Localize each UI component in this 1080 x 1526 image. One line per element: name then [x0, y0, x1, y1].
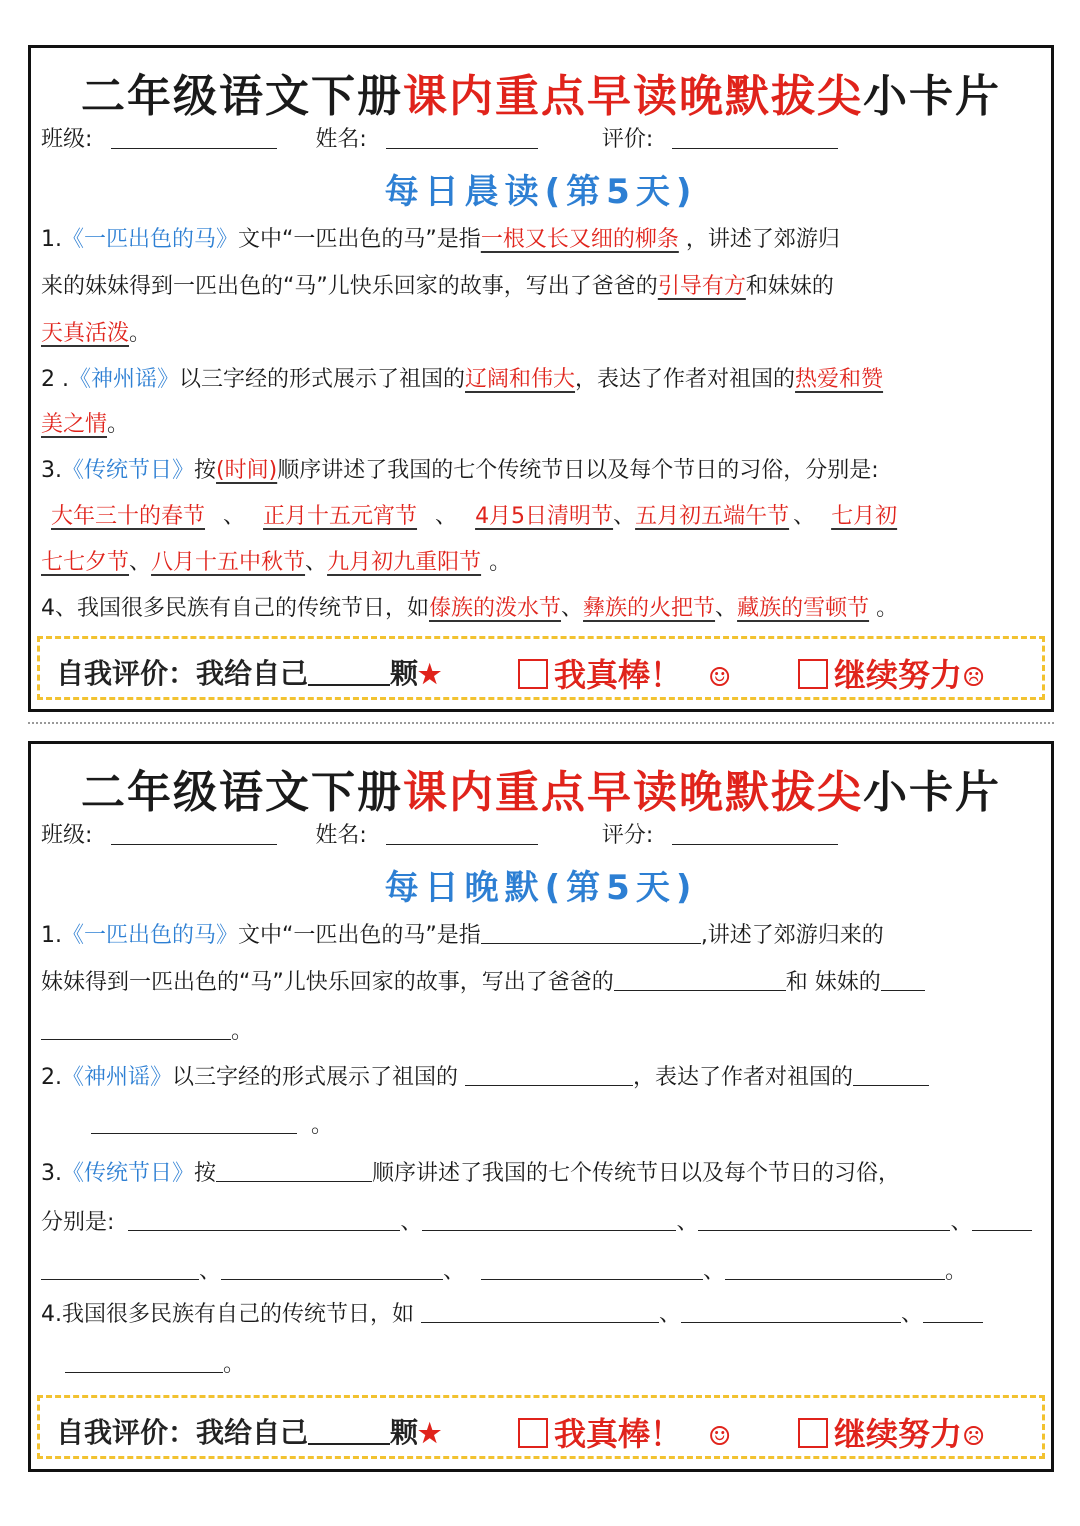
self-eval-text [56, 1411, 441, 1451]
keep-label: 继续努力 [834, 656, 963, 694]
great-label: 我真棒！ [554, 656, 683, 694]
checkbox[interactable] [518, 659, 548, 689]
name-label: 姓名: [315, 127, 367, 152]
q-text: 妹妹得到一匹出色的“马”儿快乐回家的故事，写出了爸爸的 [41, 970, 614, 995]
class-field[interactable] [111, 128, 277, 149]
self-evaluation-box [37, 636, 1045, 700]
q1-line3 [41, 1014, 253, 1045]
answer-blank[interactable] [698, 1212, 950, 1231]
q-num: 1. [41, 227, 62, 252]
answer-blank[interactable] [216, 1163, 372, 1182]
answer: 辽阔和伟大 [465, 367, 576, 392]
punct: 、 [715, 596, 738, 621]
star-icon: ★ [418, 1419, 442, 1449]
q3-line3 [41, 1254, 967, 1285]
q3-line3 [41, 545, 511, 576]
answer: 正月十五元宵节 [263, 504, 418, 529]
q-text: ，讲述了郊游归 [678, 227, 840, 252]
q-text: 分别是: [41, 1210, 115, 1235]
punct: 、 [613, 504, 636, 529]
punct: 、 [659, 1302, 682, 1327]
checkbox[interactable] [798, 1418, 828, 1448]
answer-blank[interactable] [128, 1212, 400, 1231]
q2-line2 [41, 407, 129, 438]
q-num: 1. [41, 923, 62, 948]
answer: 七月初 [831, 504, 898, 529]
answer-blank[interactable] [65, 1354, 223, 1373]
punct: 、 [443, 1259, 466, 1284]
answer-blank[interactable] [422, 1212, 676, 1231]
answer: 傣族的泼水节 [429, 596, 562, 621]
punct: 。 [489, 550, 512, 575]
great-label: 我真棒！ [554, 1415, 683, 1453]
score-label: 评分: [601, 823, 654, 848]
unit-label: 颗 [390, 657, 419, 690]
punct: 、 [199, 1259, 222, 1284]
keep-trying-option[interactable] [798, 650, 985, 696]
answer-blank[interactable] [614, 972, 786, 991]
answer-blank[interactable] [41, 1021, 231, 1040]
punct: 、 [676, 1210, 699, 1235]
q3-line2 [51, 499, 897, 530]
star-count-field[interactable] [308, 658, 390, 686]
answer-blank[interactable] [881, 972, 925, 991]
q1-line2 [41, 965, 925, 996]
eval-label: 评价: [601, 127, 654, 152]
answer: 八月十五中秋节 [151, 550, 306, 575]
answer: 引导有方 [657, 274, 746, 299]
q3-line2 [41, 1205, 1032, 1236]
answer-blank[interactable] [481, 925, 701, 944]
q3-line1 [41, 453, 879, 484]
q-num: 2. [41, 1065, 62, 1090]
answer: 大年三十的春节 [51, 504, 206, 529]
punct: 。 [231, 1019, 254, 1044]
great-option[interactable] [518, 650, 731, 696]
frown-icon: ☹ [962, 1422, 986, 1452]
q-text: 以三字经的形式展示了祖国的 [179, 367, 466, 392]
q-text: 顺序讲述了我国的七个传统节日以及每个节日的习俗， [372, 1161, 901, 1186]
book-title: 《神州谣》 [68, 367, 179, 392]
book-title: 《神州谣》 [62, 1065, 173, 1090]
punct: 。 [311, 1113, 334, 1138]
punct: 、 [400, 1210, 423, 1235]
star-icon: ★ [418, 660, 442, 690]
punct: 、 [561, 596, 584, 621]
answer: 九月初九重阳节 [327, 550, 482, 575]
answer: 4月5日清明节 [475, 504, 614, 529]
q-text: 文中“一匹出色的马”是指 [238, 227, 481, 252]
q1-line3 [41, 316, 151, 347]
punct: 、 [129, 550, 152, 575]
q2-line1 [41, 362, 883, 393]
answer-blank[interactable] [481, 1261, 703, 1280]
q-text: 顺序讲述了我国的七个传统节日以及每个节日的习俗，分别是: [277, 458, 879, 483]
punct: 。 [129, 321, 152, 346]
smile-icon: ☺ [708, 663, 732, 693]
punct: 、 [793, 504, 816, 529]
answer-blank[interactable] [421, 1304, 659, 1323]
q2-line1 [41, 1060, 929, 1091]
q-num: 2 . [41, 367, 69, 392]
q4-line2 [65, 1347, 245, 1378]
answer-blank[interactable] [972, 1212, 1032, 1231]
title-part: 二年级语文下册 [81, 71, 403, 122]
student-info-row [41, 122, 838, 153]
title-part: 小卡片 [863, 71, 1001, 122]
q-text: 按 [194, 458, 217, 483]
checkbox[interactable] [518, 1418, 548, 1448]
card-title [31, 756, 1051, 820]
q-text: 和 妹妹的 [785, 970, 881, 995]
q-text: 4、我国很多民族有自己的传统节日，如 [41, 596, 429, 621]
smile-icon: ☺ [708, 1422, 732, 1452]
checkbox[interactable] [798, 659, 828, 689]
answer-blank[interactable] [853, 1067, 929, 1086]
q-text: ,讲述了郊游归来的 [700, 923, 884, 948]
answer-blank[interactable] [681, 1304, 901, 1323]
section-subtitle: 每日晚默(第5天) [384, 868, 698, 908]
answer-blank[interactable] [41, 1261, 199, 1280]
q-text: 按 [194, 1161, 217, 1186]
q2-line2 [91, 1108, 333, 1139]
card-title [31, 60, 1051, 124]
frown-icon: ☹ [962, 663, 986, 693]
q4-line1 [41, 1297, 983, 1328]
q-text: 和妹妹的 [745, 274, 834, 299]
student-info-row [41, 818, 838, 849]
self-eval-label: 自我评价：我给自己 [56, 1416, 309, 1449]
class-label: 班级: [41, 823, 93, 848]
q-text: 文中“一匹出色的马”是指 [238, 923, 481, 948]
self-evaluation-box [37, 1395, 1045, 1459]
q-num: 3. [41, 458, 62, 483]
q3-line1 [41, 1156, 900, 1187]
book-title: 《传统节日》 [62, 1161, 195, 1186]
punct: 、 [305, 550, 328, 575]
title-part: 二年级语文下册 [81, 767, 403, 818]
score-field[interactable] [672, 824, 838, 845]
punct: 、 [901, 1302, 924, 1327]
section-subtitle: 每日晨读(第5天) [384, 172, 698, 212]
answer-blank[interactable] [725, 1261, 945, 1280]
keep-label: 继续努力 [834, 1415, 963, 1453]
class-field[interactable] [111, 824, 277, 845]
answer: 彝族的火把节 [583, 596, 716, 621]
self-eval-label: 自我评价：我给自己 [56, 657, 309, 690]
great-option[interactable] [518, 1409, 731, 1455]
self-eval-text [56, 652, 441, 692]
q-text: ，表达了作者对祖国的 [575, 367, 796, 392]
punct: 。 [945, 1259, 968, 1284]
q1-line1 [41, 918, 884, 949]
class-label: 班级: [41, 127, 93, 152]
q-text: 以三字经的形式展示了祖国的 [172, 1065, 466, 1090]
title-highlight: 课内重点早读晚默拔尖 [403, 767, 863, 818]
q1-line2 [41, 269, 834, 300]
answer-blank[interactable] [91, 1115, 297, 1134]
punct: 、 [703, 1259, 726, 1284]
punct: 、 [223, 504, 246, 529]
name-field[interactable] [386, 824, 538, 845]
q1-line1 [41, 222, 840, 253]
name-field[interactable] [386, 128, 538, 149]
eval-field[interactable] [672, 128, 838, 149]
name-label: 姓名: [315, 823, 367, 848]
star-count-field[interactable] [308, 1417, 390, 1445]
answer: 热爱和赞 [795, 367, 884, 392]
title-highlight: 课内重点早读晚默拔尖 [403, 71, 863, 122]
punct: 。 [869, 596, 899, 621]
q-text: ，表达了作者对祖国的 [633, 1065, 854, 1090]
answer-blank[interactable] [221, 1261, 443, 1280]
morning-reading-card [28, 45, 1054, 712]
answer: 一根又长又细的柳条 [480, 227, 679, 252]
answer: 天真活泼 [41, 321, 130, 346]
book-title: 《传统节日》 [62, 458, 195, 483]
punct: 。 [223, 1352, 246, 1377]
punct: 。 [107, 412, 130, 437]
title-part: 小卡片 [863, 767, 1001, 818]
answer-blank[interactable] [923, 1304, 983, 1323]
book-title: 《一匹出色的马》 [62, 227, 239, 252]
answer: 藏族的雪顿节 [737, 596, 870, 621]
q4-line1 [41, 591, 898, 622]
answer: 五月初五端午节 [635, 504, 790, 529]
punct: 、 [950, 1210, 973, 1235]
unit-label: 颗 [390, 1416, 419, 1449]
keep-trying-option[interactable] [798, 1409, 985, 1455]
q-text: 来的妹妹得到一匹出色的“马”儿快乐回家的故事，写出了爸爸的 [41, 274, 658, 299]
answer: (时间) [216, 458, 278, 483]
answer: 美之情 [41, 412, 108, 437]
book-title: 《一匹出色的马》 [62, 923, 239, 948]
punct: 、 [435, 504, 458, 529]
answer: 七七夕节 [41, 550, 130, 575]
evening-dictation-card [28, 741, 1054, 1472]
divider [28, 722, 1054, 724]
q-text: 4.我国很多民族有自己的传统节日，如 [41, 1302, 421, 1327]
q-num: 3. [41, 1161, 62, 1186]
answer-blank[interactable] [465, 1067, 633, 1086]
